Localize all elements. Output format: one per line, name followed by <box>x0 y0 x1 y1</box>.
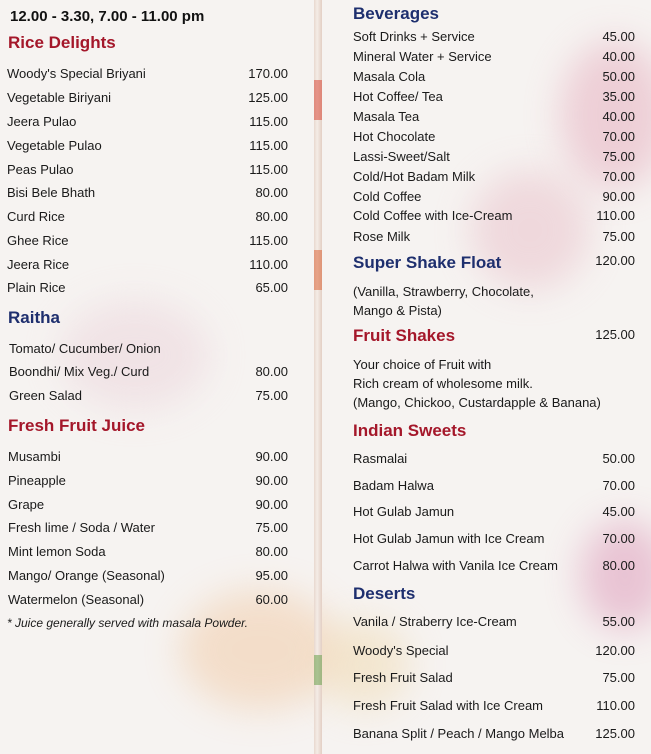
menu-item-price: 35.00 <box>602 89 635 104</box>
menu-item-price: 40.00 <box>602 49 635 64</box>
menu-item-name: Hot Gulab Jamun <box>353 504 455 519</box>
menu-item-price: 75.00 <box>602 229 635 244</box>
menu-item-price: 120.00 <box>595 643 635 658</box>
menu-item-price: 115.00 <box>249 138 288 153</box>
menu-item-name: Tomato/ Cucumber/ Onion <box>9 341 161 356</box>
menu-item-name: Watermelon (Seasonal) <box>8 592 145 607</box>
menu-item-name: Fresh Fruit Salad <box>353 670 453 685</box>
menu-item-name: Mango/ Orange (Seasonal) <box>8 568 165 583</box>
menu-item-name: Hot Gulab Jamun with Ice Cream <box>353 531 545 546</box>
menu-item-price: 90.00 <box>255 497 288 512</box>
menu-item-price: 80.00 <box>255 364 288 379</box>
fruit-shakes-price: 125.00 <box>595 327 635 342</box>
menu-item-price: 65.00 <box>255 280 288 295</box>
section-title-deserts: Deserts <box>353 584 416 603</box>
menu-item-name: Hot Coffee/ Tea <box>353 89 443 104</box>
menu-item-price: 60.00 <box>255 592 288 607</box>
menu-item-name: Fresh Fruit Salad with Ice Cream <box>353 698 544 713</box>
menu-item-name: Jeera Rice <box>7 257 70 272</box>
menu-item-price: 90.00 <box>602 189 635 204</box>
menu-item-price: 115.00 <box>249 114 288 129</box>
menu-item-price: 45.00 <box>602 29 635 44</box>
menu-item-price: 40.00 <box>602 109 635 124</box>
menu-item-price: 80.00 <box>255 209 288 224</box>
menu-item-name: Carrot Halwa with Vanila Ice Cream <box>353 558 558 573</box>
menu-item-price: 110.00 <box>596 208 635 223</box>
menu-item-price: 70.00 <box>602 169 635 184</box>
menu-item-name: Musambi <box>8 449 61 464</box>
menu-item-name: Peas Pulao <box>7 162 74 177</box>
menu-item-price: 75.00 <box>602 149 635 164</box>
menu-item-name: Mint lemon Soda <box>8 544 106 559</box>
menu-item-name: Fresh lime / Soda / Water <box>8 520 155 535</box>
menu-item-name: Vegetable Pulao <box>7 138 102 153</box>
menu-item-name: Rose Milk <box>353 229 411 244</box>
menu-item-price: 110.00 <box>596 698 635 713</box>
menu-item-price: 75.00 <box>255 520 288 535</box>
menu-item-price: 70.00 <box>602 478 635 493</box>
menu-item-price: 75.00 <box>602 670 635 685</box>
menu-item-price: 80.00 <box>602 558 635 573</box>
menu-item-price: 115.00 <box>249 162 288 177</box>
menu-item-price: 110.00 <box>249 257 288 272</box>
section-title-fruit-shakes: Fruit Shakes <box>353 326 456 345</box>
section-title-shake-float: Super Shake Float <box>353 253 502 272</box>
menu-item-name: Banana Split / Peach / Mango Melba <box>353 726 565 741</box>
menu-item-price: 75.00 <box>255 388 288 403</box>
section-title-sweets: Indian Sweets <box>353 421 467 440</box>
menu-item-name: Plain Rice <box>7 280 66 295</box>
menu-item-name: Bisi Bele Bhath <box>7 185 96 200</box>
menu-item-name: Cold/Hot Badam Milk <box>353 169 476 184</box>
section-title-raitha: Raitha <box>8 308 60 327</box>
menu-item-name: Masala Cola <box>353 69 426 84</box>
menu-item-name: Grape <box>8 497 45 512</box>
menu-item-name: Masala Tea <box>353 109 420 124</box>
page-fold <box>314 0 322 754</box>
menu-item-price: 80.00 <box>255 544 288 559</box>
menu-item-name: Vanila / Straberry Ice-Cream <box>353 614 517 629</box>
menu-item-price: 70.00 <box>602 531 635 546</box>
shake-float-desc: (Vanilla, Strawberry, Chocolate, Mango & Pista) <box>353 284 534 318</box>
menu-item-name: Pineapple <box>8 473 66 488</box>
menu-item-name: Green Salad <box>9 388 82 403</box>
menu-item-price: 125.00 <box>248 90 288 105</box>
menu-item-name: Hot Chocolate <box>353 129 436 144</box>
menu-item-name: Curd Rice <box>7 209 65 224</box>
menu-item-name: Cold Coffee <box>353 189 422 204</box>
juice-note: * Juice generally served with masala Powder. <box>7 616 249 630</box>
menu-item-name: Jeera Pulao <box>7 114 77 129</box>
menu-item-price: 170.00 <box>248 66 288 81</box>
menu-item-price: 115.00 <box>249 233 288 248</box>
menu-item-price: 50.00 <box>602 451 635 466</box>
menu-item-name: Ghee Rice <box>7 233 69 248</box>
menu-item-price: 50.00 <box>602 69 635 84</box>
menu-item-price: 125.00 <box>595 726 635 741</box>
menu-item-name: Cold Coffee with Ice-Cream <box>353 208 513 223</box>
menu-item-name: Lassi-Sweet/Salt <box>353 149 450 164</box>
opening-hours: 12.00 - 3.30, 7.00 - 11.00 pm <box>10 8 205 25</box>
menu-item-name: Woody's Special Briyani <box>7 66 146 81</box>
menu-item-price: 90.00 <box>255 449 288 464</box>
menu-item-price: 90.00 <box>255 473 288 488</box>
shake-float-price: 120.00 <box>595 253 635 268</box>
section-title-juice: Fresh Fruit Juice <box>8 416 145 435</box>
fruit-shakes-desc: Your choice of Fruit with Rich cream of wholesome milk. (Mango, Chickoo, Custardapple & Banana) <box>353 357 601 410</box>
section-title-beverages: Beverages <box>353 4 440 23</box>
menu-item-price: 80.00 <box>255 185 288 200</box>
background-wash <box>320 620 410 710</box>
menu-item-price: 45.00 <box>602 504 635 519</box>
menu-item-name: Boondhi/ Mix Veg./ Curd <box>9 364 150 379</box>
menu-item-name: Woody's Special <box>353 643 449 658</box>
menu-item-name: Rasmalai <box>353 451 408 466</box>
menu-item-price: 55.00 <box>602 614 635 629</box>
menu-item-name: Vegetable Biriyani <box>7 90 112 105</box>
menu-item-name: Badam Halwa <box>353 478 434 493</box>
menu-item-price: 70.00 <box>602 129 635 144</box>
menu-item-name: Soft Drinks + Service <box>353 29 475 44</box>
section-title-rice: Rice Delights <box>8 33 116 52</box>
menu-item-name: Mineral Water + Service <box>353 49 492 64</box>
menu-item-price: 95.00 <box>255 568 288 583</box>
